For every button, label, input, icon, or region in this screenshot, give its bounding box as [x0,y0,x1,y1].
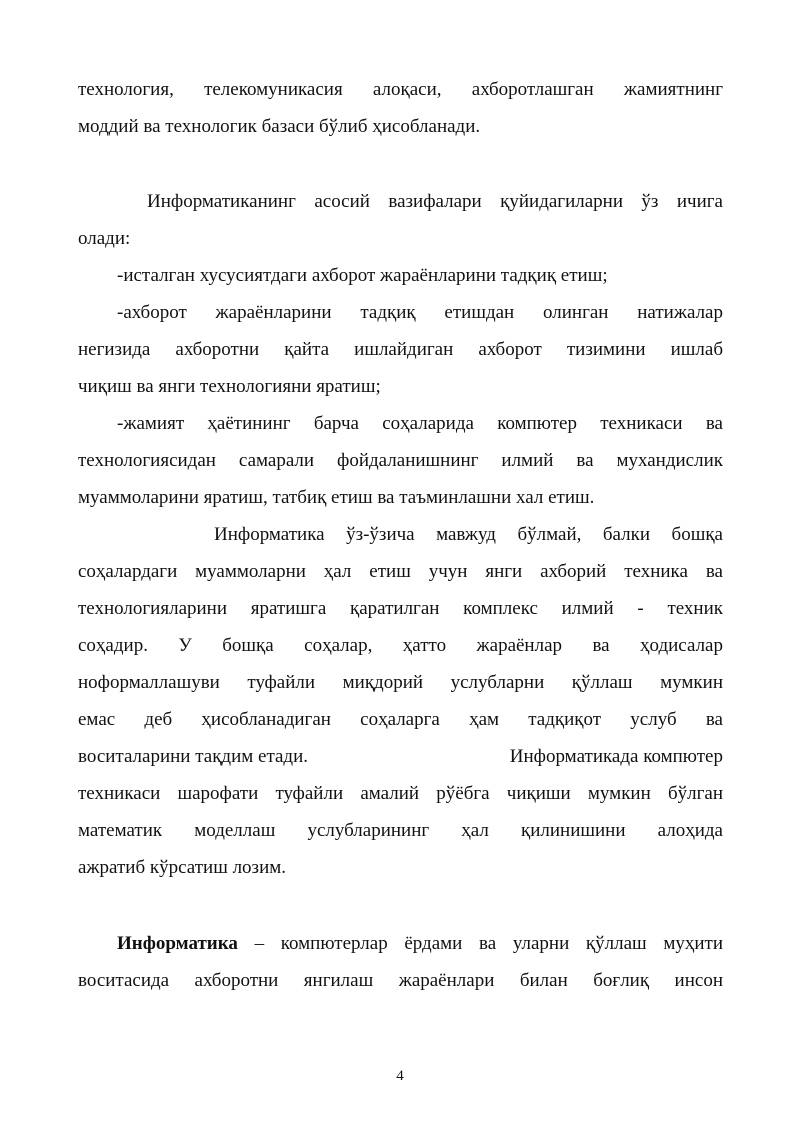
text-line: технология, телекомуникасия алоқаси, ахборотлашган жамиятнинг [78,79,723,100]
text-line: соҳалардаги муаммоларни ҳал етиш учун янги ахборий техника ва [78,561,723,582]
paragraph-first-line: Информатика ўз-ўзича мавжуд бўлмай, балки бошқа [214,524,723,545]
list-item: -исталган хусусиятдаги ахборот жараёнларини тадқиқ етиш; [117,265,608,286]
text-line: ноформаллашуви туфайли миқдорий услубларни қўллаш мумкин [78,672,723,693]
text-segment: воситаларини тақдим етади. [78,746,309,767]
text-line: воситасида ахборотни янгилаш жараёнлари билан боғлиқ инсон [78,970,723,991]
list-item: -ахборот жараёнларини тадқиқ етишдан олинган натижалар [117,302,723,323]
text-line: соҳадир. У бошқа соҳалар, ҳатто жараёнлар ва ҳодисалар [78,635,723,656]
definition-line [117,932,723,956]
text-segment: Информатикада компютер [509,746,723,767]
list-item: -жамият ҳаётининг барча соҳаларида компютер техникаси ва [117,413,723,434]
definition-term: Информатика [117,933,238,954]
text-line: муаммоларини яратиш, татбиқ етиш ва таъминлашни хал етиш. [78,487,595,508]
text-line: техникаси шарофати туфайли амалий рўёбга чиқиши мумкин бўлган [78,783,723,804]
paragraph-first-line: Информатиканинг асосий вазифалари қуйидагиларни ўз ичига [147,191,723,212]
text-line: емас деб ҳисобланадиган соҳаларга ҳам тадқиқот услуб ва [78,709,723,730]
text-line: технологияларини яратишга қаратилган комплекс илмий - техник [78,598,723,619]
text-line: ажратиб кўрсатиш лозим. [78,857,287,878]
text-line-split [78,745,723,769]
definition-text: – компютерлар ёрдами ва уларни қўллаш муҳити [237,933,723,954]
text-line: математик моделлаш услубларининг ҳал қилинишини алоҳида [78,820,723,841]
text-line: чиқиш ва янги технологияни яратиш; [78,376,381,397]
page-number: 4 [396,1068,404,1084]
text-line: моддий ва технологик базаси бўлиб ҳисобланади. [78,116,481,137]
text-line: негизида ахборотни қайта ишлайдиган ахборот тизимини ишлаб [78,339,723,360]
text-line: олади: [78,228,131,249]
text-line: технологиясидан самарали фойдаланишнинг илмий ва мухандислик [78,450,723,471]
